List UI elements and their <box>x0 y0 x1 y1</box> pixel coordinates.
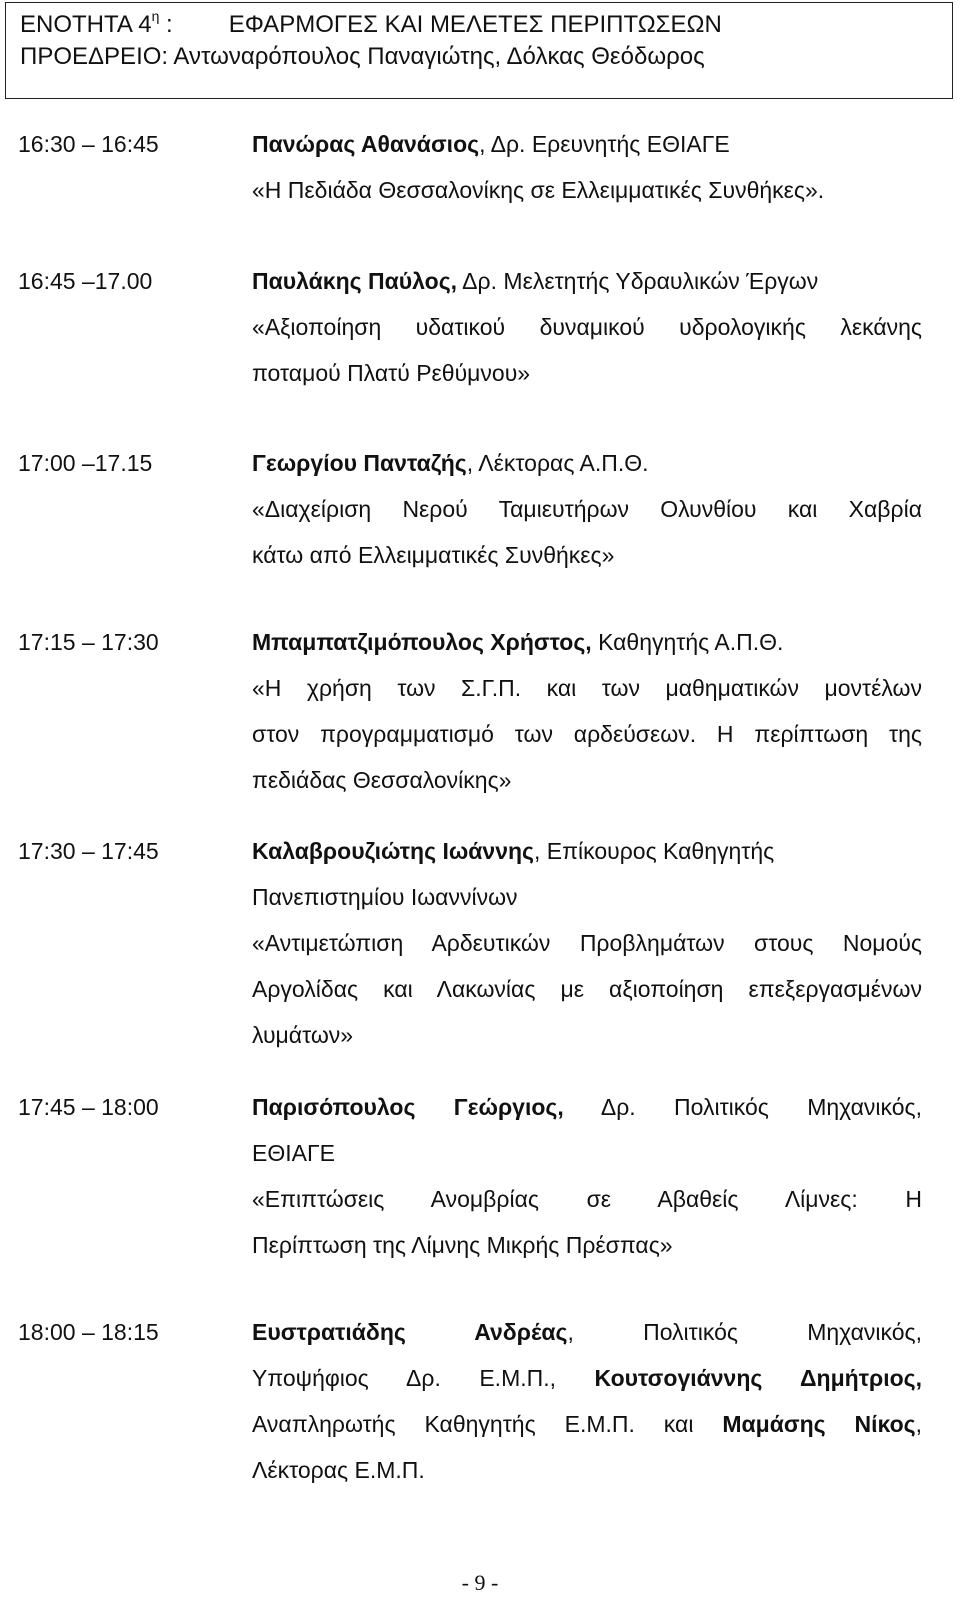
talk-title-line: στον προγραμματισμό των αρδεύσεων. Η περίπτωση της <box>252 721 922 747</box>
session-details <box>252 1084 922 1268</box>
speaker-affiliation: Λέκτορας Ε.Μ.Π. <box>252 1457 425 1483</box>
talk-title: «Η Πεδιάδα Θεσσαλονίκης σε Ελλειμματικές Συνθήκες». <box>252 177 825 203</box>
session-details <box>252 258 922 396</box>
speaker-affiliation: Δρ. Πολιτικός Μηχανικός, <box>563 1094 923 1120</box>
talk-title-line: «Αξιοποίηση υδατικού δυναμικού υδρολογικής λεκάνης <box>252 314 922 340</box>
speaker-name: Γεωργίου Πανταζής <box>252 450 467 476</box>
talk-title-line: κάτω από Ελλειμματικές Συνθήκες» <box>252 542 615 568</box>
presidium-line: ΠΡΟΕΔΡΕΙΟ: Αντωναρόπουλος Παναγιώτης, Δόλκας Θεόδωρος <box>20 43 705 70</box>
session-details <box>252 121 922 213</box>
unit-colon: : <box>159 11 173 38</box>
speaker-affiliation: , Επίκουρος Καθηγητής <box>534 838 775 864</box>
talk-title-line: ποταμού Πλατύ Ρεθύμνου» <box>252 360 531 386</box>
session-time: 17:15 – 17:30 <box>18 629 159 655</box>
speaker-name: Κουτσογιάννης Δημήτριος, <box>594 1365 922 1391</box>
speaker-name: Μπαμπατζιμόπουλος Χρήστος, <box>252 629 592 655</box>
session-details <box>252 440 922 578</box>
page-number: - 9 - <box>461 1570 499 1595</box>
talk-title-line: πεδιάδας Θεσσαλονίκης» <box>252 767 512 793</box>
speaker-affiliation-cont: Πανεπιστημίου Ιωαννίνων <box>252 884 518 910</box>
speaker-name: Παυλάκης Παύλος, <box>252 268 458 294</box>
speaker-affiliation: , Λέκτορας Α.Π.Θ. <box>466 450 649 476</box>
punctuation: , <box>915 1411 922 1437</box>
speaker-name: Μαμάσης Νίκος <box>722 1411 916 1437</box>
talk-title-line: λυμάτων» <box>252 1022 354 1048</box>
session-details <box>252 619 922 803</box>
speaker-affiliation: Αναπληρωτής Καθηγητής Ε.Μ.Π. και <box>252 1411 723 1437</box>
session-time: 17:00 –17.15 <box>18 450 153 476</box>
speaker-name: Παρισόπουλος Γεώργιος, <box>252 1094 564 1120</box>
speaker-affiliation: , Πολιτικός Μηχανικός, <box>567 1319 922 1345</box>
talk-title-line: «Διαχείριση Νερού Ταμιευτήρων Ολυνθίου και Χαβρία <box>252 496 922 522</box>
speaker-affiliation-cont: ΕΘΙΑΓΕ <box>252 1140 335 1166</box>
unit-label: ΕΝΟΤΗΤΑ 4 <box>20 11 152 38</box>
speaker-affiliation: Δρ. Μελετητής Υδραυλικών Έργων <box>457 268 819 294</box>
talk-title-line: «Αντιμετώπιση Αρδευτικών Προβλημάτων στους Νομούς <box>252 930 922 956</box>
speaker-name: Καλαβρουζιώτης Ιωάννης <box>252 838 535 864</box>
section-header-box <box>5 2 953 99</box>
talk-title-line: «Επιπτώσεις Ανομβρίας σε Αβαθείς Λίμνες: Η <box>252 1186 922 1212</box>
section-title-line <box>20 9 938 41</box>
session-time: 16:30 – 16:45 <box>18 131 159 157</box>
session-time: 16:45 –17.00 <box>18 268 153 294</box>
speaker-name: Ευστρατιάδης Ανδρέας <box>252 1319 568 1345</box>
unit-ordinal: η <box>151 8 160 24</box>
session-time: 18:00 – 18:15 <box>18 1319 159 1345</box>
speaker-affiliation: , Δρ. Ερευνητής ΕΘΙΑΓΕ <box>479 131 730 157</box>
unit-title: ΕΦΑΡΜΟΓΕΣ ΚΑΙ ΜΕΛΕΤΕΣ ΠΕΡΙΠΤΩΣΕΩΝ <box>228 11 722 38</box>
speaker-affiliation: Υποψήφιος Δρ. Ε.Μ.Π., <box>252 1365 595 1391</box>
session-details <box>252 1309 922 1493</box>
speaker-affiliation: Καθηγητής Α.Π.Θ. <box>591 629 784 655</box>
talk-title-line: Περίπτωση της Λίμνης Μικρής Πρέσπας» <box>252 1232 673 1258</box>
talk-title-line: «Η χρήση των Σ.Γ.Π. και των μαθηματικών μοντέλων <box>252 675 922 701</box>
talk-title-line: Αργολίδας και Λακωνίας με αξιοποίηση επεξεργασμένων <box>252 976 922 1002</box>
speaker-name: Πανώρας Αθανάσιος <box>252 131 480 157</box>
session-time: 17:30 – 17:45 <box>18 838 159 864</box>
session-details <box>252 828 922 1058</box>
session-time: 17:45 – 18:00 <box>18 1094 159 1120</box>
